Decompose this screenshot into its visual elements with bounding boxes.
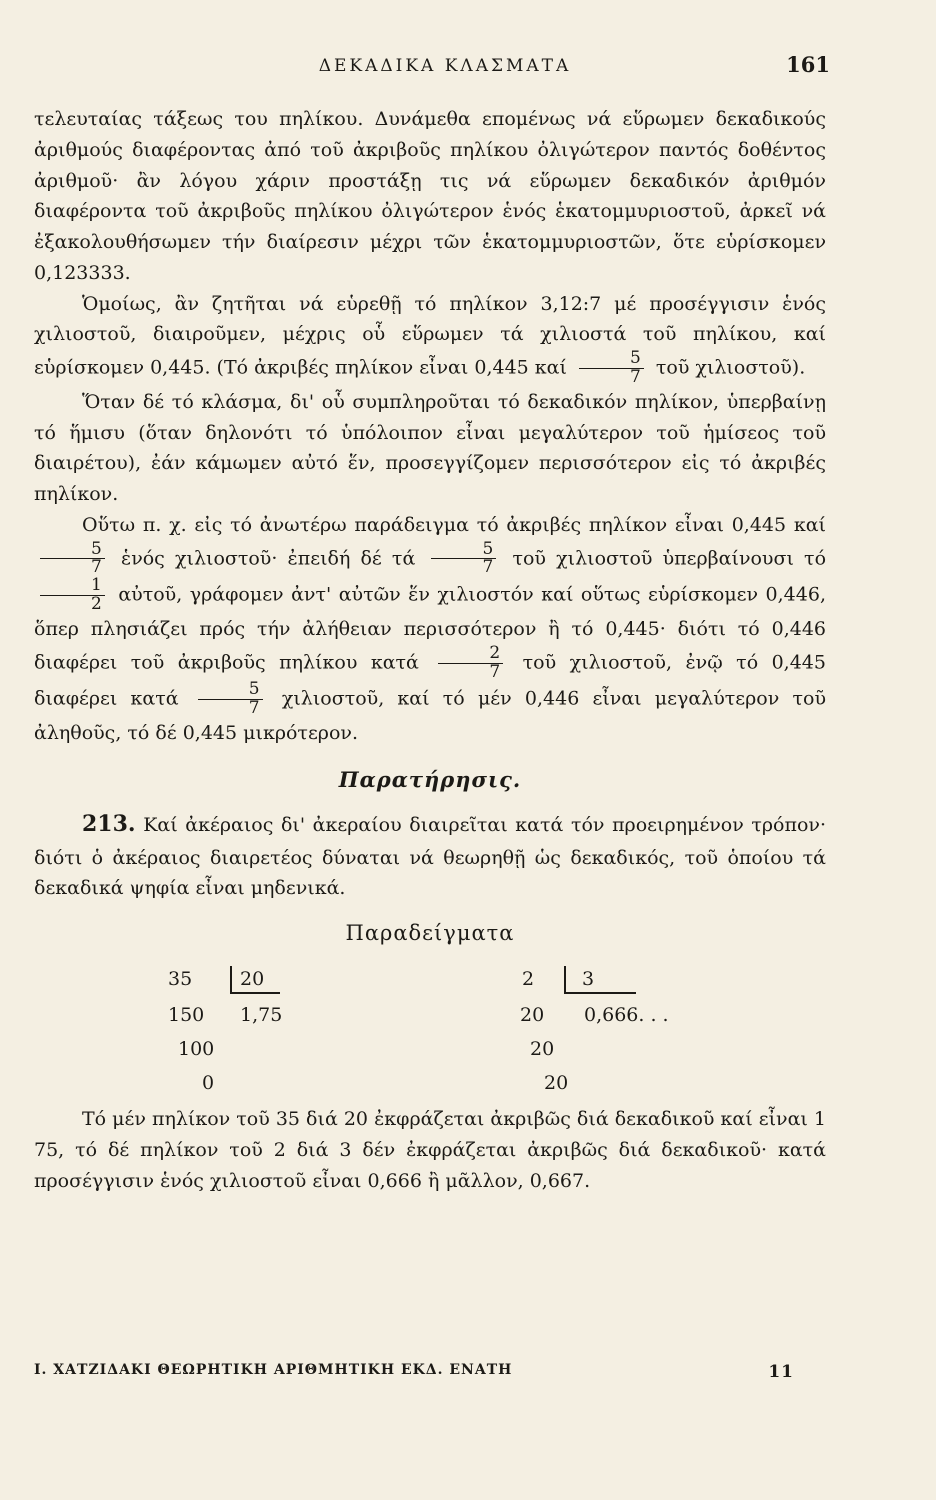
paragraph-213	[34, 807, 826, 904]
page-body	[34, 104, 826, 1196]
fraction-five-sevenths: $\frac{5}{7}$	[431, 541, 496, 578]
div2-row: 20	[530, 1038, 555, 1061]
footer-imprint: Ι. ΧΑΤΖΙΔΑΚΙ ΘΕΩΡΗΤΙΚΗ ΑΡΙΘΜΗΤΙΚΗ ΕΚΔ. ΕΝΑΤΗ	[34, 1362, 513, 1378]
section-title: Παρατήρησις.	[338, 766, 522, 792]
paragraph-conclusion: Τό μέν πηλίκον τοῦ 35 διά 20 ἐκφράζεται ἀκριβῶς διά δεκαδικοῦ καί εἶναι 1 75, τό δέ πηλίκον τοῦ 2 διά 3 δέν ἐκφράζεται ἀκριβῶς διά δεκαδικοῦ· κατά προσέγγισιν ἑνός χιλιοστοῦ εἶναι 0,666 ἢ μᾶλλον, 0,667.	[34, 1108, 826, 1192]
fraction-two-sevenths: $\frac{2}{7}$	[438, 645, 503, 682]
fraction-five-sevenths: $\frac{5}{7}$	[579, 350, 644, 387]
div2-quotient: 0,666. . .	[584, 1004, 669, 1027]
div2-dividend: 2	[522, 968, 535, 991]
paragraph-2-text: Ὁμοίως, ἂν ζητῆται νά εὑρεθῇ τό πηλίκον 3,12:7 μέ προσέγγισιν ἑνός χιλιοστοῦ, διαιροῦμεν, μέχρις οὗ εὕρωμεν τά χιλιοστά τοῦ πηλίκου, καί εὑρίσκομεν 0,445. (Τό ἀκριβές πηλίκον εἶναι 0,445 καί	[34, 292, 826, 379]
div1-divisor: 20	[240, 968, 265, 991]
paragraph-1: τελευταίας τάξεως του πηλίκου. Δυνάμεθα επομένως νά εὕρωμεν δεκαδικούς ἀριθμούς διαφέροντας ἀπό τοῦ ἀκριβοῦς πηλίκου ὀλιγώτερον παντός δοθέντος ἀριθμοῦ· ἂν λόγου χάριν προστάξῃ τις νά εὕρωμεν δεκαδικόν ἀριθμόν διαφέροντα τοῦ ἀκριβοῦς πηλίκου ὀλιγώτερον ἑνός ἑκατομμυριοστοῦ, ἀρκεῖ νά ἐξακολουθήσωμεν τήν διαίρεσιν μέχρι τῶν ἑκατομμυριοστῶν, ὅτε εὑρίσκομεν 0,123333.	[34, 108, 826, 284]
div2-bracket-rule	[564, 992, 636, 994]
running-title: ΔΕΚΑΔΙΚΑ ΚΛΑΣΜΑΤΑ	[318, 56, 572, 76]
fraction-five-sevenths: $\frac{5}{7}$	[40, 541, 105, 578]
sheet-number: 11	[768, 1362, 794, 1382]
div1-row: 0	[202, 1072, 215, 1095]
div1-bracket	[230, 966, 232, 992]
div2-row: 20	[520, 1004, 545, 1027]
paragraph-number: 213.	[82, 810, 136, 837]
fraction-one-half: $\frac{1}{2}$	[40, 577, 105, 614]
div2-bracket	[564, 966, 566, 992]
div1-quotient: 1,75	[240, 1004, 283, 1027]
paragraph-2	[34, 289, 826, 387]
div1-row: 100	[178, 1038, 215, 1061]
examples-title: Παραδείγματα	[345, 921, 515, 946]
div2-divisor: 3	[582, 968, 595, 991]
page-number: 161	[786, 52, 830, 77]
division-examples	[34, 964, 826, 1104]
paragraph-3: Ὅταν δέ τό κλάσμα, δι' οὗ συμπληροῦται τό δεκαδικόν πηλίκον, ὑπερβαίνῃ τό ἥμισυ (ὅταν δηλονότι τό ὑπόλοιπον εἶναι μεγαλύτερον τοῦ ἡμίσεος τοῦ διαιρέτου), ἐάν κάμωμεν αὐτό ἕν, προσεγγίζομεν περισσότερον εἰς τό ἀκριβές πηλίκον.	[34, 390, 826, 506]
div2-row: 20	[544, 1072, 569, 1095]
div1-dividend: 35	[168, 968, 193, 991]
page-header	[60, 52, 830, 82]
paragraph-2-tail: τοῦ χιλιοστοῦ).	[655, 356, 806, 379]
div1-row: 150	[168, 1004, 205, 1027]
paragraph-4: Οὕτω π. χ. εἰς τό ἀνωτέρω παράδειγμα τό ἀκριβές πηλίκον εἶναι 0,445 καί $\frac{5}{7}$ ἑνός χιλιοστοῦ· ἐπειδή δέ τά $\frac{5}{7}$ τοῦ χιλιοστοῦ ὑπερβαίνουσι τό $\frac{1}{2}$ αὐτοῦ, γράφομεν ἀντ' αὐτῶν ἕν χιλιοστόν καί οὕτως εὑρίσκομεν 0,446, ὅπερ πλησιάζει πρός τήν ἀλήθειαν περισσότερον ἢ τό 0,445· διότι τό 0,446 διαφέρει τοῦ ἀκριβοῦς πηλίκου κατά $\frac{2}{7}$ τοῦ χιλιοστοῦ, ἐνῷ τό 0,445 διαφέρει κατά $\frac{5}{7}$ χιλιοστοῦ, καί τό μέν 0,446 εἶναι μεγαλύτερον τοῦ ἀληθοῦς, τό δέ 0,445 μικρότερον.	[34, 513, 827, 745]
page-footer	[34, 1362, 794, 1382]
fraction-five-sevenths: $\frac{5}{7}$	[198, 681, 263, 718]
paragraph-213-text: Καί ἀκέραιος δι' ἀκεραίου διαιρεῖται κατά τόν προειρημένον τρόπον· διότι ὁ ἀκέραιος διαιρετέος δύναται νά θεωρηθῇ ὡς δεκαδικός, τοῦ ὁποίου τά δεκαδικά ψηφία εἶναι μηδενικά.	[34, 813, 826, 900]
